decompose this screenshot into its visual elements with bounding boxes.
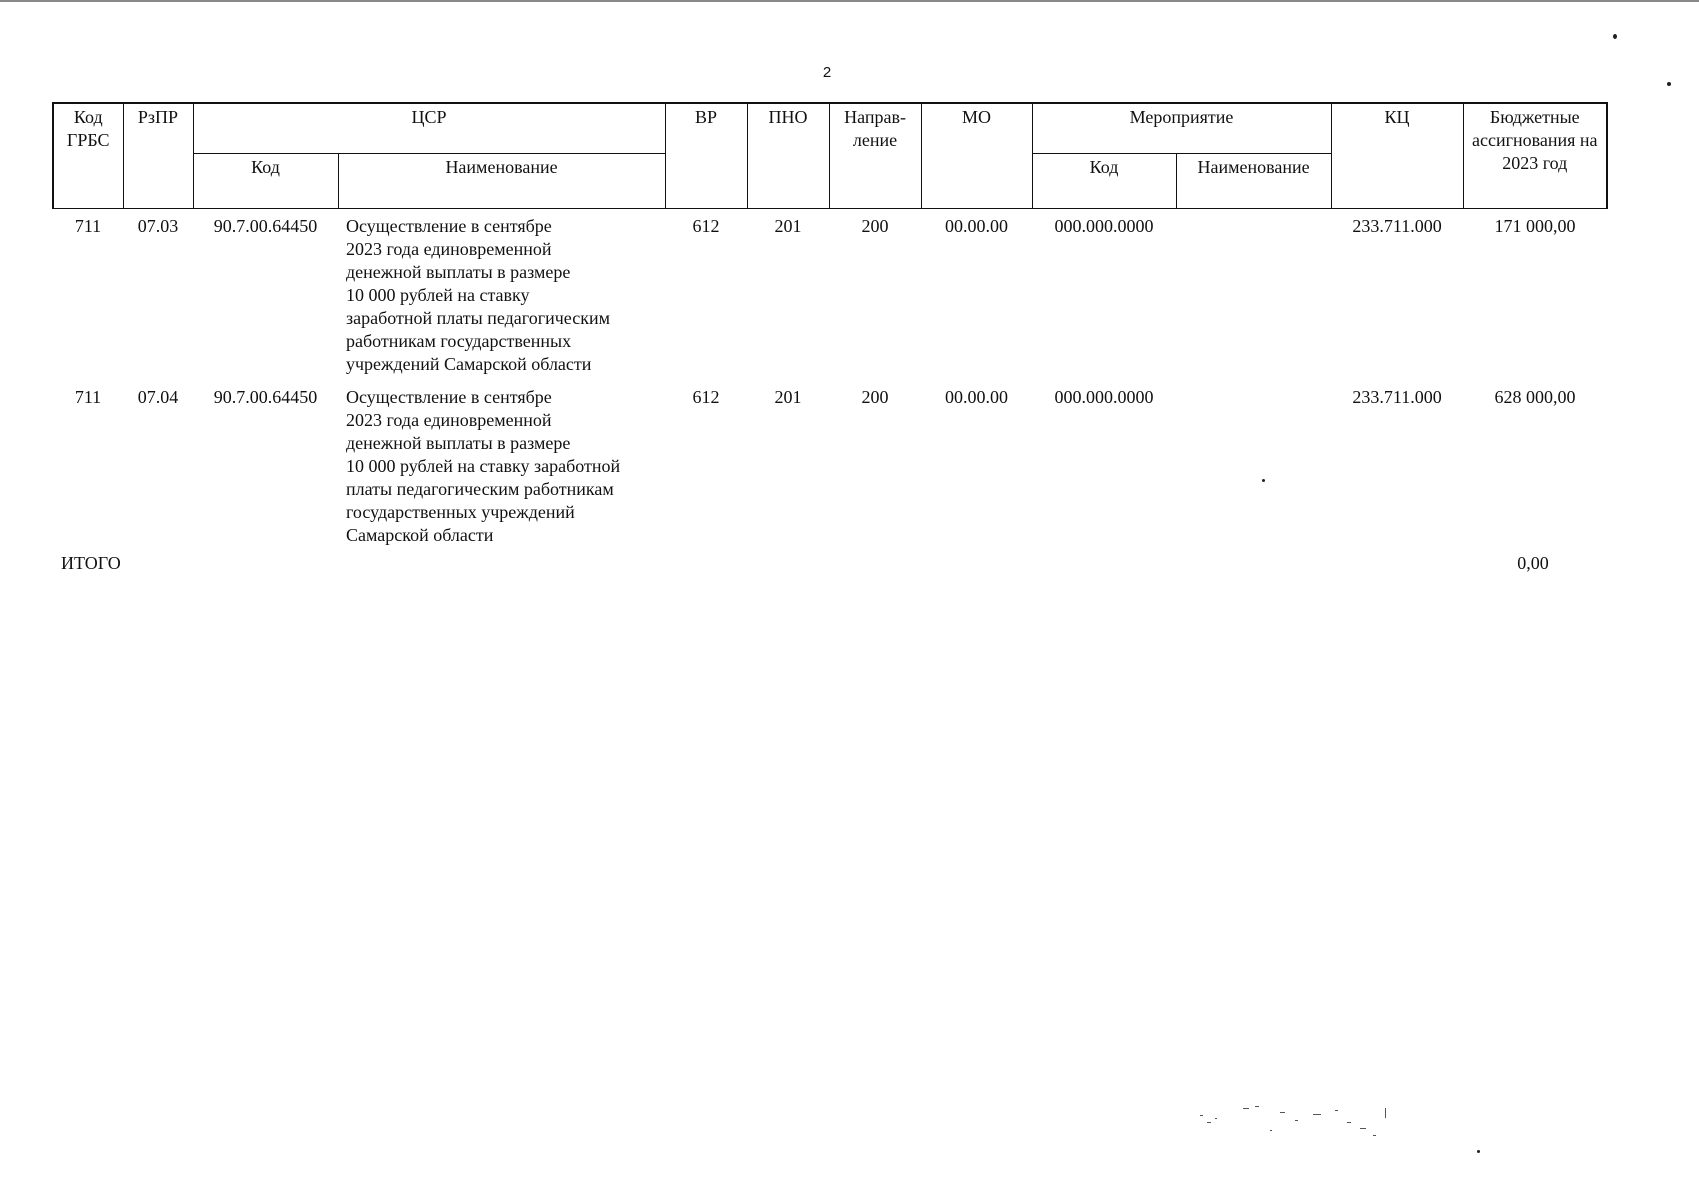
header-kod-grbs: Код ГРБС xyxy=(53,103,123,209)
cell-napravlenie: 200 xyxy=(861,216,889,236)
name-text-line: денежной выплаты в размере xyxy=(346,262,571,282)
name-text-line: 2023 года единовременной xyxy=(346,239,552,259)
name-text-line: Самарской области xyxy=(346,525,494,545)
name-text-line: Осуществление в сентябре xyxy=(346,216,552,236)
cell-pno: 201 xyxy=(774,216,802,236)
scan-speck xyxy=(1613,34,1617,39)
cell-kod-grbs: 711 xyxy=(74,387,102,407)
name-text-line: учреждений Самарской области xyxy=(346,354,592,374)
table-header xyxy=(53,103,1607,209)
cell-mo: 00.00.00 xyxy=(945,216,1009,236)
header-csr-naim: Наименование xyxy=(338,154,665,209)
cell-mer-kod: 000.000.0000 xyxy=(1054,216,1154,236)
cell-byudzhet: 628 000,00 xyxy=(1494,387,1576,407)
name-text-line: 2023 года единовременной xyxy=(346,410,552,430)
budget-table xyxy=(52,102,1608,547)
cell-csr-kod: 90.7.00.64450 xyxy=(213,387,318,407)
cell-csr-naim xyxy=(338,376,665,547)
name-text-line: Осуществление в сентябре xyxy=(346,387,552,407)
scan-edge-line xyxy=(0,0,1699,2)
cell-csr-kod: 90.7.00.64450 xyxy=(213,216,318,236)
header-meropriyatie: Мероприятие xyxy=(1032,103,1331,154)
header-vr: ВР xyxy=(665,103,747,209)
header-napravlenie: Направ-ление xyxy=(829,103,921,209)
cell-mer-naim xyxy=(1176,209,1331,377)
cell-vr: 612 xyxy=(692,387,720,407)
name-text-line: государственных учреждений xyxy=(346,502,575,522)
cell-mo: 00.00.00 xyxy=(945,387,1009,407)
header-kc: КЦ xyxy=(1331,103,1463,209)
page-number: 2 xyxy=(822,64,832,81)
scan-speck xyxy=(1667,82,1671,86)
header-rzpr: РзПР xyxy=(123,103,193,209)
total-value: 0,00 xyxy=(1517,553,1549,573)
header-byudzhet: Бюджетные ассигнования на 2023 год xyxy=(1463,103,1607,209)
cell-rzpr: 07.03 xyxy=(137,216,179,236)
cell-vr: 612 xyxy=(692,216,720,236)
name-text-line: работникам государственных xyxy=(346,331,572,351)
name-text-line: 10 000 рублей на ставку xyxy=(346,285,530,305)
table-row xyxy=(53,376,1607,547)
cell-rzpr: 07.04 xyxy=(137,387,179,407)
header-csr: ЦСР xyxy=(193,103,665,154)
header-mer-naim: Наименование xyxy=(1176,154,1331,209)
total-label: ИТОГО xyxy=(61,553,121,573)
cell-kc: 233.711.000 xyxy=(1352,387,1442,407)
cell-byudzhet: 171 000,00 xyxy=(1494,216,1576,236)
cell-kc: 233.711.000 xyxy=(1352,216,1442,236)
table-body xyxy=(53,209,1607,548)
cell-mer-naim xyxy=(1176,376,1331,547)
name-text-line: денежной выплаты в размере xyxy=(346,433,571,453)
cell-kod-grbs: 711 xyxy=(74,216,102,236)
name-text-line: платы педагогическим работникам xyxy=(346,479,614,499)
scan-speck xyxy=(1477,1150,1480,1153)
name-text-line: 10 000 рублей на ставку заработной xyxy=(346,456,621,476)
header-mer-kod: Код xyxy=(1032,154,1176,209)
cell-pno: 201 xyxy=(774,387,802,407)
scan-noise-mark xyxy=(1195,1100,1395,1145)
header-csr-kod: Код xyxy=(193,154,338,209)
name-text-line: заработной платы педагогическим xyxy=(346,308,610,328)
cell-csr-naim xyxy=(338,209,665,377)
table-row xyxy=(53,209,1607,377)
cell-napravlenie: 200 xyxy=(861,387,889,407)
cell-mer-kod: 000.000.0000 xyxy=(1054,387,1154,407)
header-pno: ПНО xyxy=(747,103,829,209)
header-mo: МО xyxy=(921,103,1032,209)
